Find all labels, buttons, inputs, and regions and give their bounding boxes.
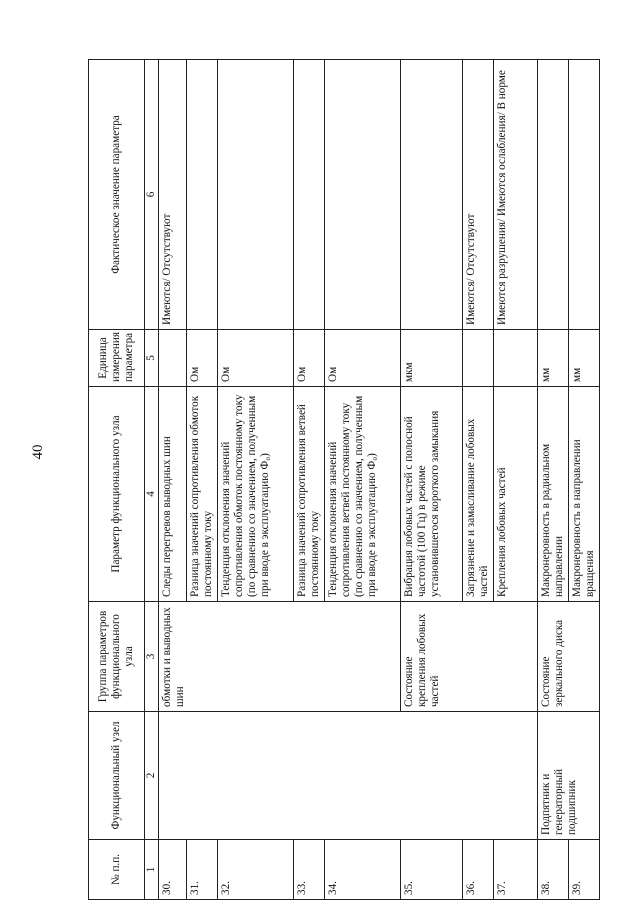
column-number: 5 <box>145 330 159 387</box>
row-value <box>218 60 294 330</box>
row-num: 30. <box>159 840 187 900</box>
row-num: 38. <box>538 840 569 900</box>
header-group: Группа параметров функционального узла <box>89 602 145 712</box>
row-num: 34. <box>325 840 401 900</box>
table-row <box>159 60 187 900</box>
row-node: Подпятник и генераторный подшипник <box>538 712 600 840</box>
row-unit: мкм <box>401 330 463 387</box>
row-num: 35. <box>401 840 463 900</box>
header-num: № п.п. <box>89 840 145 900</box>
row-param: Макронеровность в радиальном направлении <box>538 387 569 602</box>
row-param: Загрязнение и замасливание лобовых частей <box>463 387 494 602</box>
row-param: Разница значений сопротивления ветвей постоянному току <box>294 387 325 602</box>
column-number: 2 <box>145 712 159 840</box>
row-value: Имеются/ Отсутствуют <box>463 60 494 330</box>
row-value <box>538 60 569 330</box>
page-number: 40 <box>30 444 46 460</box>
row-unit: мм <box>538 330 569 387</box>
row-unit: Ом <box>187 330 218 387</box>
row-num: 37. <box>494 840 538 900</box>
row-unit: Ом <box>325 330 401 387</box>
row-node <box>159 712 538 840</box>
row-value <box>294 60 325 330</box>
header-param: Параметр функционального узла <box>89 387 145 602</box>
row-num: 33. <box>294 840 325 900</box>
row-param: Вибрация лобовых частей с полосной частотой (100 Гц) в режиме установившегося короткого замыкания <box>401 387 463 602</box>
row-group: Состояние крепления лобовых частей <box>401 602 538 712</box>
row-value <box>187 60 218 330</box>
row-value <box>569 60 600 330</box>
header-row <box>89 60 145 900</box>
column-number: 6 <box>145 60 159 330</box>
row-num: 32. <box>218 840 294 900</box>
row-param: Макронеровность в направлении вращения <box>569 387 600 602</box>
row-unit: Ом <box>294 330 325 387</box>
row-param: Тенденция отклонения значений сопротивления ветвей постоянному току (по сравнению со значением, полученным при вводе в эксплуатацию Ф₀) <box>325 387 401 602</box>
row-param: Разница значений сопротивления обмоток постоянному току <box>187 387 218 602</box>
row-num: 39. <box>569 840 600 900</box>
row-value: Имеются разрушения/ Имеются ослабления/ В норме <box>494 60 538 330</box>
row-param: Крепления лобовых частей <box>494 387 538 602</box>
row-group: Состояние зеркального диска <box>538 602 600 712</box>
parameters-table <box>88 59 600 900</box>
row-unit <box>463 330 494 387</box>
row-num: 31. <box>187 840 218 900</box>
table-rotation-frame <box>88 60 596 900</box>
column-number: 1 <box>145 840 159 900</box>
rotated-table-container <box>88 60 596 900</box>
row-unit <box>494 330 538 387</box>
row-value: Имеются/ Отсутствуют <box>159 60 187 330</box>
header-value: Фактическое значение параметра <box>89 60 145 330</box>
column-number-row <box>145 60 159 900</box>
row-param: Следы перегревов выводных шин <box>159 387 187 602</box>
header-unit: Единица измерения параметра <box>89 330 145 387</box>
row-unit <box>159 330 187 387</box>
row-param: Тенденция отклонения значений сопротивления обмоток постоянному току (по сравнению со значением, полученным при вводе в эксплуатацию Ф₀) <box>218 387 294 602</box>
row-group: обмотки и выводных шин <box>159 602 401 712</box>
row-unit: Ом <box>218 330 294 387</box>
row-value <box>401 60 463 330</box>
header-node: Функциональный узел <box>89 712 145 840</box>
column-number: 3 <box>145 602 159 712</box>
row-unit: мм <box>569 330 600 387</box>
row-value <box>325 60 401 330</box>
column-number: 4 <box>145 387 159 602</box>
row-num: 36. <box>463 840 494 900</box>
table-row <box>538 60 569 900</box>
